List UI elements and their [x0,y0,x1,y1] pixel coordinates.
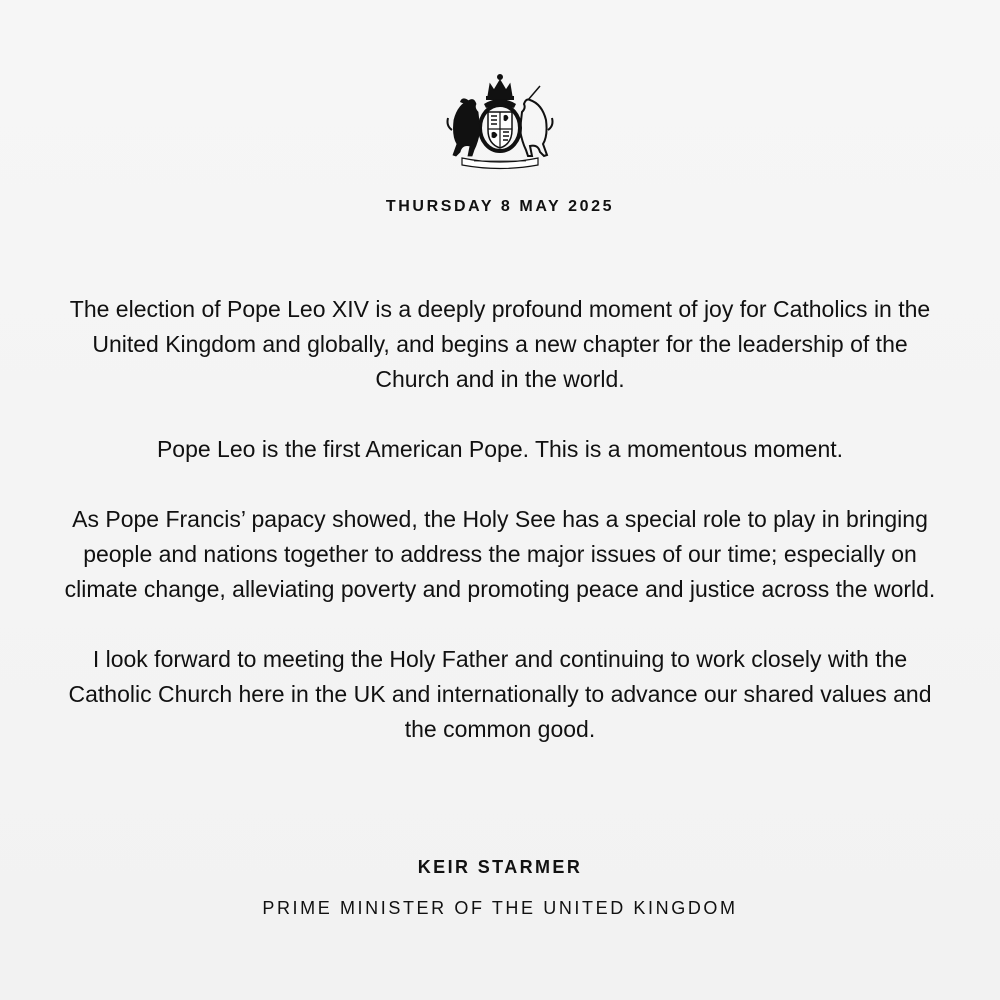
paragraph-4: I look forward to meeting the Holy Father and continuing to work closely with the Catholic Church here in the UK and internationally to advance our shared values and the common good. [68,646,932,742]
statement-body [60,292,940,747]
paragraph-1: The election of Pope Leo XIV is a deeply profound moment of joy for Catholics in the United Kingdom and globally, and begins a new chapter for the leadership of the Church and in the world. [69,296,931,392]
paragraph-2: Pope Leo is the first American Pope. This is a momentous moment. [156,436,844,462]
paragraph-3: As Pope Francis’ papacy showed, the Holy See has a special role to play in bringing people and nations together to address the major issues of our time; especially on climate change, alleviating poverty and promoting peace and justice across the world. [64,506,936,602]
signatory-name: KEIR STARMER [417,857,583,877]
signatory-title: PRIME MINISTER OF THE UNITED KINGDOM [262,898,738,918]
royal-coat-of-arms-icon [444,70,556,170]
statement-date: THURSDAY 8 MAY 2025 [385,198,615,215]
